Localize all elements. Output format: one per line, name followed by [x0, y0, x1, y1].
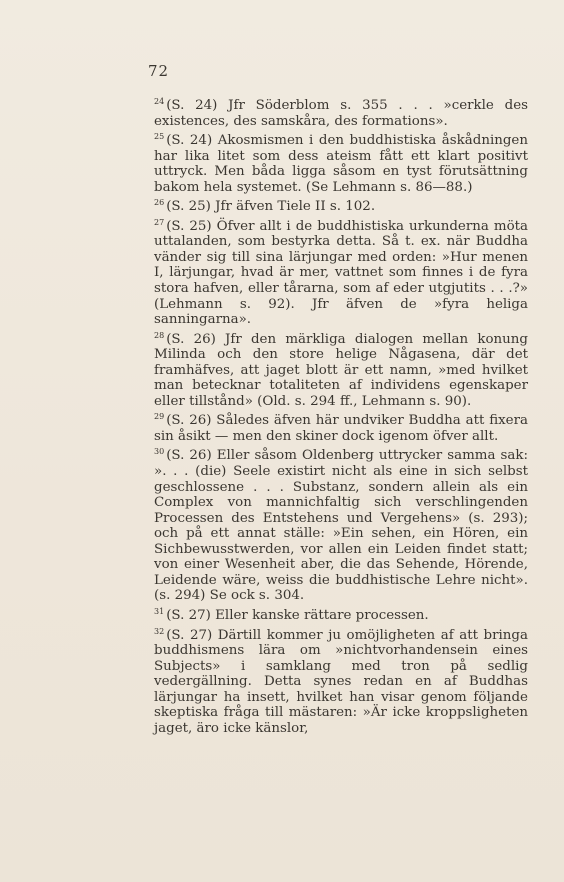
- footnote-text: (S. 27) Eller kanske rättare processen.: [166, 607, 429, 623]
- footnote-number: 31: [154, 606, 165, 616]
- footnote-text: (S. 25) Öfver allt i de buddhistiska urkunderna möta uttalanden, som bestyrka detta. Så t. ex. när Buddha vänder sig till sina lärjungar med orden: »Hur menen I, lärjungar, hvad är mer, vattnet som finnes i de fyra stora hafven, eller tårarna, som af eder utgjutits . . .?» (Lehmann s. 92). Jfr äfven de »fyra heliga sanningarna».: [154, 218, 528, 328]
- footnote-32: [116, 624, 528, 737]
- footnote-text: (S. 26) Jfr den märkliga dialogen mellan konung Milinda och den store helige Någasena, där det framhäfves, att jaget blott är ett namn, »med hvilket man betecknar totaliteten af individens egenskaper eller tillstånd» (Old. s. 294 ff., Lehmann s. 90).: [154, 331, 528, 409]
- footnote-number: 25: [154, 132, 165, 142]
- footnote-28: [116, 328, 528, 410]
- footnote-text: (S. 26) Således äfven här undviker Buddha att fixera sin åsikt — men den skiner dock igenom öfver allt.: [154, 413, 528, 444]
- footnote-number: 29: [154, 412, 165, 422]
- footnote-text: (S. 24) Akosmismen i den buddhistiska åskådningen har lika litet som dess ateism fått ett klart positivt uttryck. Men båda ligga såsom en tyst förutsättning bakom hela systemet. (Se Lehmann s. 86—88.): [154, 133, 528, 195]
- footnote-number: 27: [154, 217, 165, 227]
- footnote-number: 32: [154, 626, 165, 636]
- page-number: 72: [148, 62, 170, 80]
- footnote-number: 30: [154, 447, 165, 457]
- footnote-29: [116, 409, 528, 444]
- footnote-number: 28: [154, 330, 165, 340]
- footnote-24: [116, 94, 528, 129]
- footnote-text: (S. 27) Därtill kommer ju omöjligheten af att bringa buddhismens lära om »nichtvorhandensein eines Subjects» i samklang med tron på sedlig vedergällning. Detta synes redan en af Buddhas lärjungar ha insett, hvilket han visar genom följande skeptiska fråga till mästaren: »Är icke kroppsligheten jaget, äro icke känslor,: [154, 627, 528, 736]
- footnote-30: [116, 444, 528, 603]
- footnote-31: [116, 604, 528, 624]
- footnote-text: (S. 26) Eller såsom Oldenberg uttrycker samma sak: ». . . (die) Seele existirt nicht als eine in sich selbst geschlossene . . . Substanz, sondern allein als ein Complex von mannichfaltig sich verschlingenden Processen des Entstehens und Vergehens» (s. 293); och på ett annat ställe: »Ein sehen, ein Hören, ein Sichbewusstwerden, vor allen ein Leiden findet statt; von einer Wesenheit aber, die das Sehende, Hörende, Leidende wäre, weiss die buddhistische Lehre nicht». (s. 294) Se ock s. 304.: [154, 448, 528, 604]
- footnote-text: (S. 25) Jfr äfven Tiele II s. 102.: [166, 199, 376, 215]
- footnote-number: 24: [154, 97, 165, 106]
- footnote-26: [116, 195, 528, 215]
- footnote-27: [116, 215, 528, 328]
- footnote-number: 26: [154, 198, 165, 208]
- footnote-25: [116, 129, 528, 195]
- footnotes-block: [116, 94, 528, 736]
- footnote-text: (S. 24) Jfr Söderblom s. 355 . . . »cerkle des existences, des samskåra, des formations».: [154, 98, 528, 129]
